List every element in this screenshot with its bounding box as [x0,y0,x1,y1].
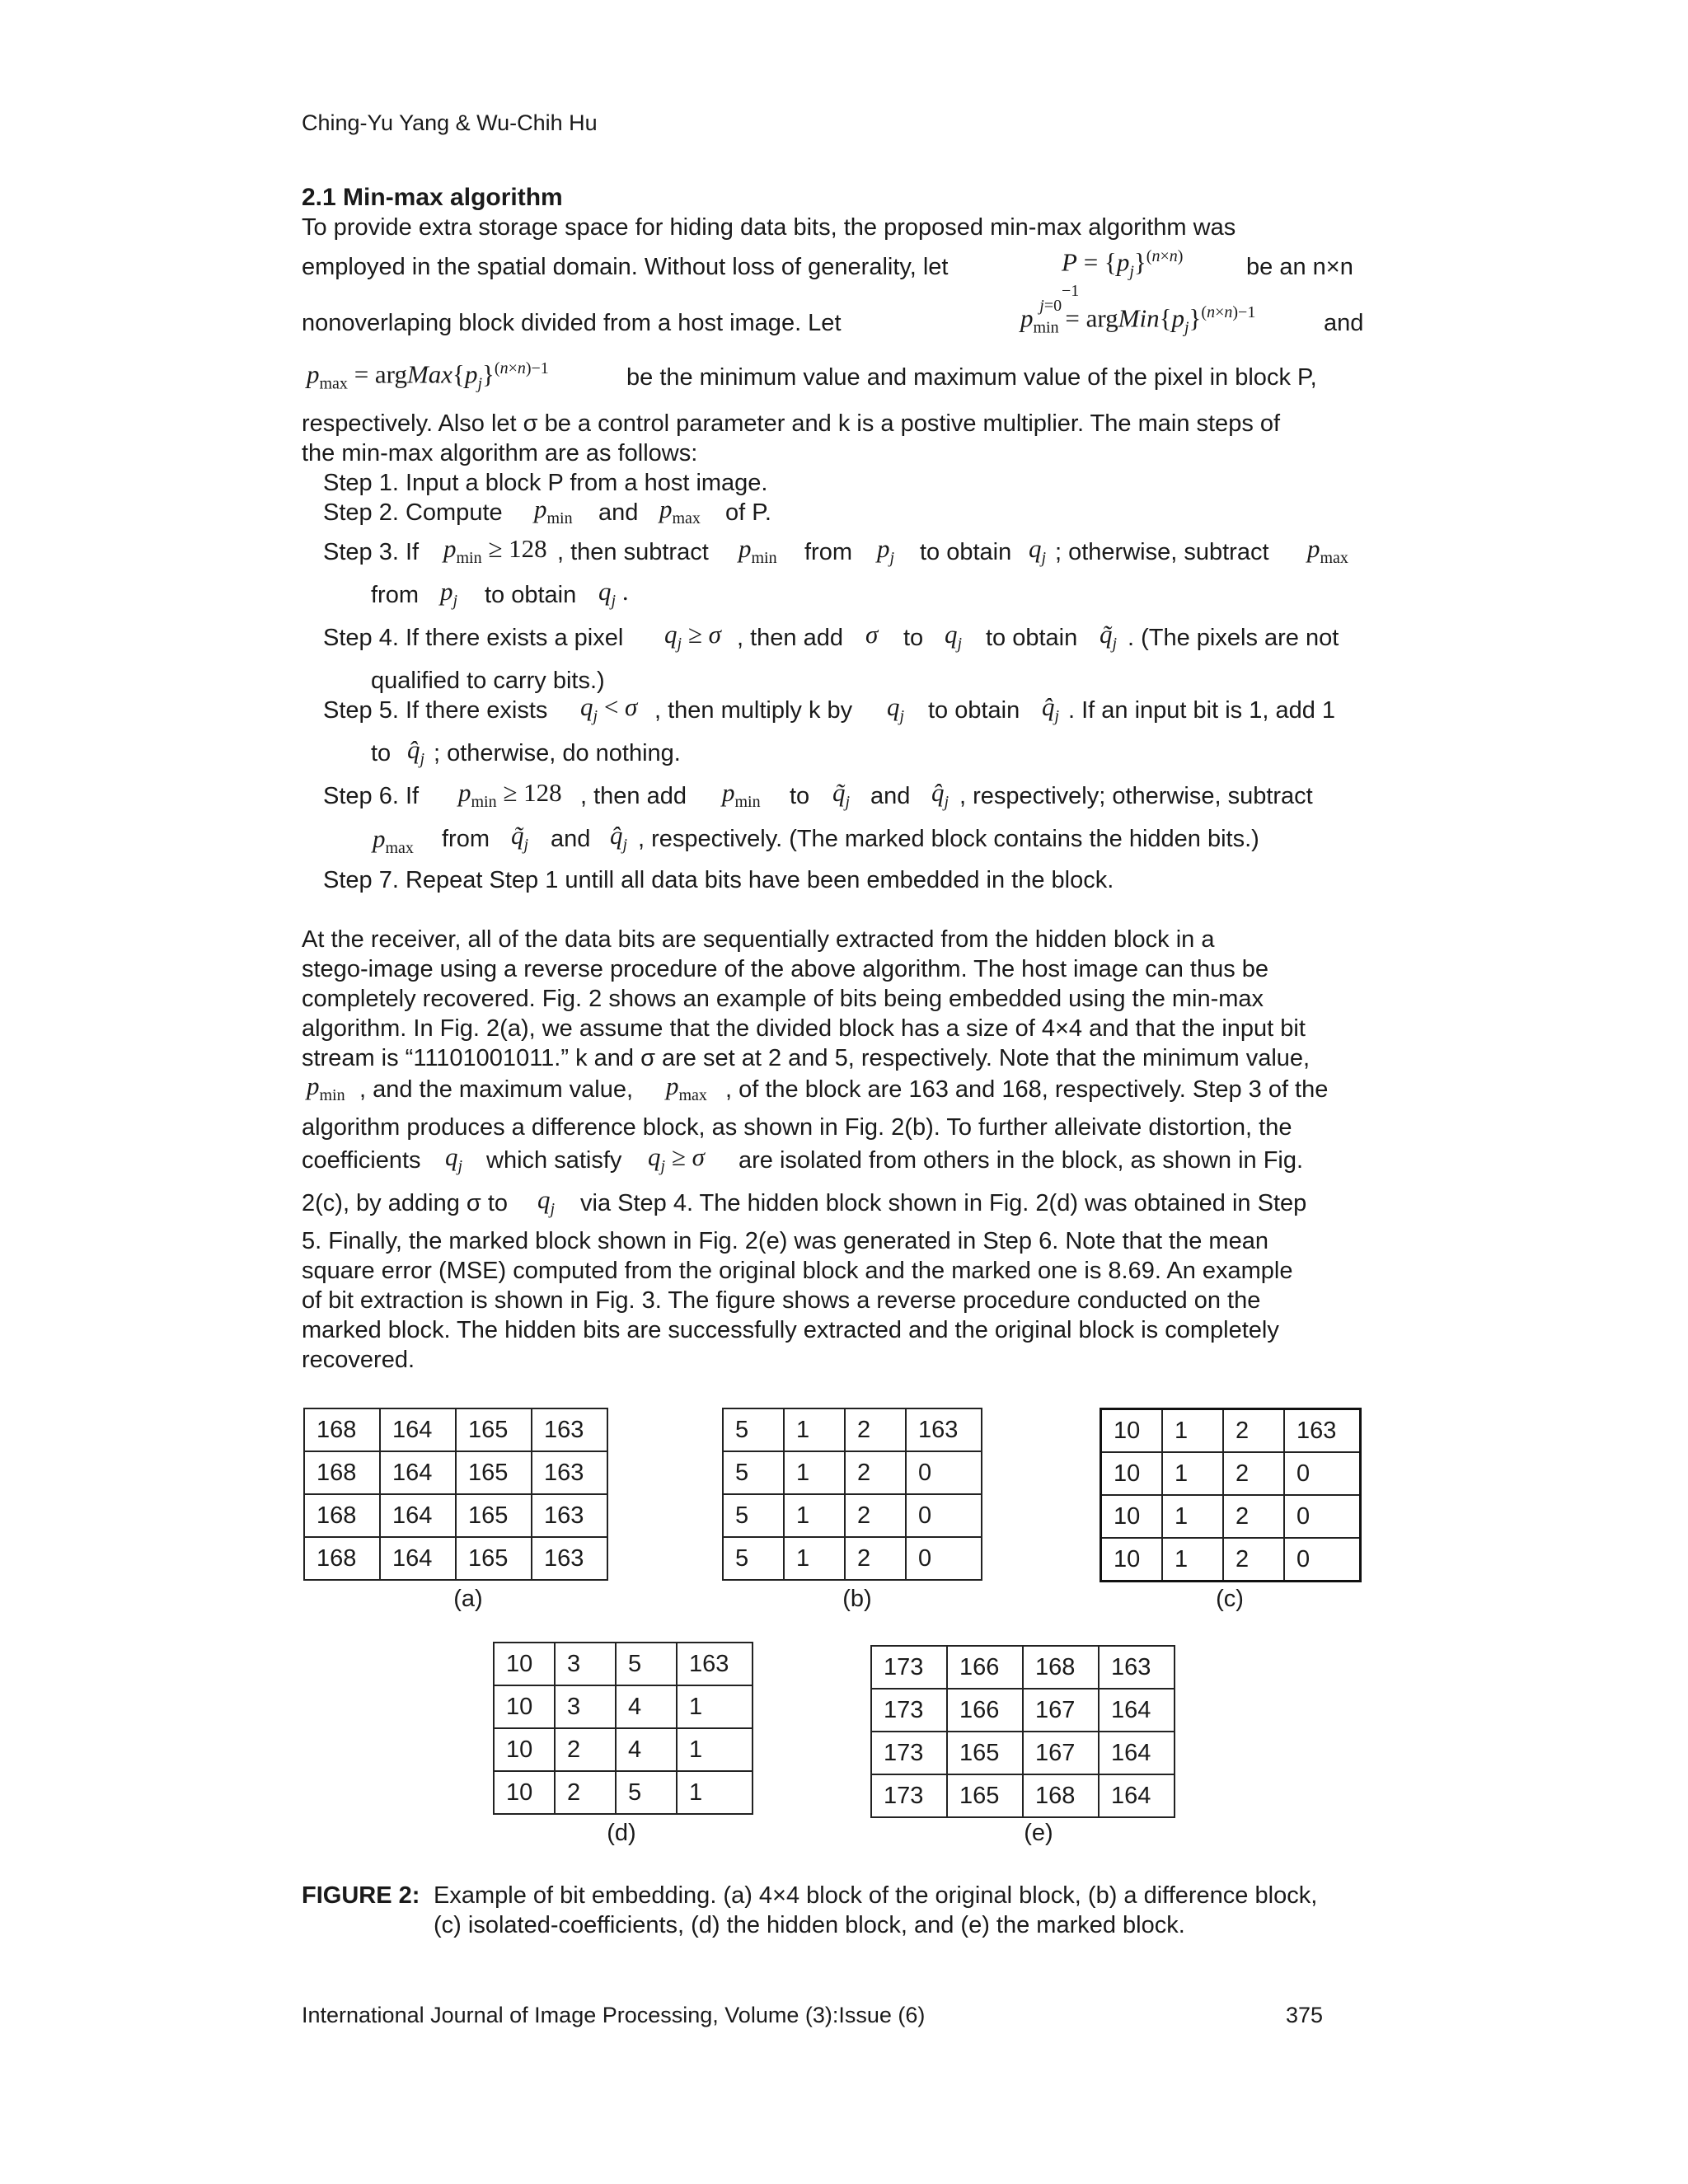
table-row [871,1732,1175,1774]
table-cell: 2 [555,1771,616,1814]
pmin-sym: $p_{min}$ [534,494,573,528]
figure-caption-line-2: (c) isolated-coefficients, (d) the hidden block, and (e) the marked block. [434,1912,1185,1938]
table-cell: 163 [532,1494,607,1537]
table-cell: 164 [380,1494,456,1537]
table-cell: 2 [1223,1538,1284,1582]
table-row [723,1408,982,1451]
para2-line-12: of bit extraction is shown in Fig. 3. The figure shows a reverse procedure conducted on the [302,1287,1261,1314]
pmin-ge-128: $p_{min} \ge 128$ [443,534,547,568]
table-cell: 3 [555,1643,616,1685]
table-cell: 5 [723,1408,784,1451]
qj-lt-sigma: $q_j < \sigma$ [580,692,638,726]
para2-line-8a: coefficients [302,1147,421,1174]
step-6b: , then add [580,783,687,809]
para2-line-8c: are isolated from others in the block, as shown in Fig. [738,1147,1304,1174]
pj-sym: $p_j$ [877,534,895,568]
step-7: Step 7. Repeat Step 1 untill all data bits have been embedded in the block. [323,867,1114,893]
para2-line-10: 5. Finally, the marked block shown in Fig. 2(e) was generated in Step 6. Note that the mean [302,1228,1268,1254]
table-row [723,1537,982,1580]
table-row [1101,1409,1361,1453]
table-cell: 165 [947,1732,1023,1774]
step-4c: to [903,625,924,651]
table-cell: 164 [1099,1732,1175,1774]
table-cell: 1 [784,1537,845,1580]
table-cell: 168 [304,1537,380,1580]
para2-line-3: completely recovered. Fig. 2 shows an example of bits being embedded using the min-max [302,986,1264,1012]
table-cell: 168 [304,1408,380,1451]
step-4f: qualified to carry bits.) [371,668,605,694]
step-5d: . If an input bit is 1, add 1 [1068,697,1336,724]
qj-sym: $q_j$ [1029,534,1047,568]
pmin-sym-3: $p_{min}$ [738,534,777,568]
table-row [494,1685,753,1728]
table-cell: 10 [1101,1409,1163,1453]
table-cell: 173 [871,1646,947,1689]
table-cell: 5 [723,1494,784,1537]
table-cell: 2 [845,1408,906,1451]
table-cell: 1 [1162,1538,1223,1582]
pmin-formula: $p_{min}$ = $argMin\{p_j\}^{(n\times n)-1}$ [1020,303,1256,337]
step-2b: and [598,499,639,526]
qj-ge-sigma-p2: $q_j \ge \sigma$ [648,1142,705,1176]
table-cell: 1 [677,1771,753,1814]
table-row [871,1774,1175,1817]
step-6a: Step 6. If [323,783,420,809]
table-cell: 1 [784,1494,845,1537]
step-5a: Step 5. If there exists [323,697,548,724]
table-cell: 5 [723,1451,784,1494]
table-cell: 165 [456,1537,532,1580]
step-5c: to obtain [928,697,1020,724]
para2-line-13: marked block. The hidden bits are successfully extracted and the original block is completely [302,1317,1279,1343]
table-row [494,1643,753,1685]
table-cell: 4 [616,1728,677,1771]
pmax-sym-6: $p_{max}$ [373,824,414,858]
para2-line-11: square error (MSE) computed from the original block and the marked one is 8.69. An example [302,1258,1293,1284]
table-row [494,1728,753,1771]
table-row [304,1451,607,1494]
table-cell: 0 [906,1537,982,1580]
intro-line-5: respectively. Also let σ be a control parameter and k is a postive multiplier. The main steps of [302,410,1281,437]
step-4b: , then add [737,625,843,651]
table-cell: 1 [1162,1452,1223,1495]
para2-line-7: algorithm produces a difference block, as shown in Fig. 2(b). To further alleivate distortion, the [302,1114,1292,1141]
intro-line-2a: employed in the spatial domain. Without loss of generality, let [302,254,949,280]
page-number: 375 [1286,2003,1324,2027]
step-6e: , respectively; otherwise, subtract [959,783,1313,809]
table-cell: 5 [723,1537,784,1580]
table-cell: 1 [677,1685,753,1728]
table-cell: 164 [380,1537,456,1580]
figure-caption-line-1: Example of bit embedding. (a) 4×4 block of the original block, (b) a difference block, [434,1882,1318,1909]
pmin-sym-p2: $p_{min}$ [307,1071,345,1105]
para2-line-2: stego-image using a reverse procedure of the above algorithm. The host image can thus be [302,956,1269,982]
step-6c: to [790,783,810,809]
pmin-sym-6: $p_{min}$ [722,778,761,812]
table-cell: 2 [1223,1452,1284,1495]
table-row [871,1689,1175,1732]
table-cell: 0 [906,1494,982,1537]
para2-line-6b: , of the block are 163 and 168, respectively. Step 3 of the [725,1076,1329,1103]
running-header: Ching-Yu Yang & Wu-Chih Hu [302,110,598,135]
intro-line-4b: be the minimum value and maximum value of the pixel in block P, [626,364,1317,391]
table-cell: 165 [947,1774,1023,1817]
para2-line-9b: via Step 4. The hidden block shown in Fig. 2(d) was obtained in Step [580,1190,1307,1216]
qj-ge-sigma: $q_j \ge \sigma$ [664,620,721,654]
table-cell: 10 [494,1728,555,1771]
table-cell: 10 [1101,1495,1163,1538]
table-cell: 163 [677,1643,753,1685]
qhat-sym-6b: $q̂_j$ [610,821,628,855]
block-d-label: (d) [607,1820,636,1846]
para2-line-9a: 2(c), by adding σ to [302,1190,509,1216]
intro-line-3b: and [1324,310,1364,336]
para2-line-5: stream is “11101001011.” k and σ are set at 2 and 5, respectively. Note that the minimum value, [302,1045,1311,1071]
qj-sym-4: $q_j$ [945,620,963,654]
table-row [871,1646,1175,1689]
table-row [494,1771,753,1814]
table-cell: 1 [784,1408,845,1451]
step-3f: from [371,582,419,608]
set-p-formula: $P = \{p_j\}^{(n\times n)-1}_{j=0}$ [1039,247,1184,316]
table-cell: 173 [871,1732,947,1774]
table-cell: 10 [1101,1538,1163,1582]
step-5f: ; otherwise, do nothing. [434,740,681,766]
block-e-label: (e) [1024,1820,1053,1846]
step-3c: from [804,539,852,565]
qtilde-sym-6: $q̃_j$ [832,778,851,812]
qj-sym-3: $q_j$ . [598,577,629,611]
step-6g: and [551,826,591,852]
section-title: 2.1 Min-max algorithm [302,184,563,211]
step-2c: of P. [725,499,771,526]
step-4a: Step 4. If there exists a pixel [323,625,624,651]
step-6d: and [870,783,911,809]
pmin-ge-128-6: $p_{min} \ge 128$ [458,778,562,812]
step-5b: , then multiply k by [654,697,853,724]
pmax-sym-3: $p_{max}$ [1307,534,1348,568]
step-3b: , then subtract [557,539,709,565]
table-cell: 163 [1099,1646,1175,1689]
intro-line-1: To provide extra storage space for hiding data bits, the proposed min-max algorithm was [302,214,1236,241]
block-c-label: (c) [1216,1586,1244,1612]
table-cell: 10 [1101,1452,1163,1495]
step-6f: from [442,826,490,852]
table-cell: 2 [845,1451,906,1494]
table-row [1101,1452,1361,1495]
table-cell: 4 [616,1685,677,1728]
table-cell: 165 [456,1494,532,1537]
table-cell: 0 [1284,1452,1361,1495]
table-cell: 166 [947,1646,1023,1689]
table-row [304,1537,607,1580]
intro-line-3a: nonoverlaping block divided from a host image. Let [302,310,842,336]
table-cell: 173 [871,1689,947,1732]
table-cell: 163 [532,1451,607,1494]
step-6h: , respectively. (The marked block contains the hidden bits.) [638,826,1259,852]
table-row [723,1494,982,1537]
pmax-formula: $p_{max}$ = $argMax\{p_j\}^{(n\times n)-1}$ [307,359,549,393]
qj-sym-p2b: $q_j$ [537,1185,556,1219]
step-1: Step 1. Input a block P from a host image. [323,470,768,496]
table-cell: 1 [1162,1495,1223,1538]
intro-line-6: the min-max algorithm are as follows: [302,440,698,466]
table-cell: 2 [1223,1495,1284,1538]
table-row [304,1494,607,1537]
step-3e: ; otherwise, subtract [1055,539,1269,565]
table-cell: 168 [1023,1774,1099,1817]
step-4e: . (The pixels are not [1128,625,1339,651]
step-3d: to obtain [920,539,1012,565]
table-cell: 164 [1099,1689,1175,1732]
table-row [723,1451,982,1494]
para2-line-1: At the receiver, all of the data bits are sequentially extracted from the hidden block in a [302,926,1215,953]
table-cell: 168 [1023,1646,1099,1689]
block-d-table [493,1642,753,1815]
step-2a: Step 2. Compute [323,499,503,526]
para2-line-4: algorithm. In Fig. 2(a), we assume that the divided block has a size of 4×4 and that the input bit [302,1015,1306,1042]
table-cell: 163 [532,1408,607,1451]
sigma-sym: σ [865,620,879,649]
table-cell: 167 [1023,1732,1099,1774]
table-cell: 2 [1223,1409,1284,1453]
table-cell: 165 [456,1451,532,1494]
para2-line-14: recovered. [302,1347,415,1373]
table-cell: 0 [1284,1538,1361,1582]
table-cell: 10 [494,1643,555,1685]
qhat-sym: $q̂_j$ [1042,692,1060,726]
table-cell: 1 [784,1451,845,1494]
step-3a: Step 3. If [323,539,420,565]
figure-caption-label: FIGURE 2: [302,1882,420,1909]
journal-footer: International Journal of Image Processing, Volume (3):Issue (6) [302,2003,926,2027]
table-cell: 10 [494,1771,555,1814]
table-cell: 2 [845,1537,906,1580]
qtilde-sym: $q̃_j$ [1100,620,1118,654]
pmax-sym-p2: $p_{max}$ [666,1071,707,1105]
block-b-table [722,1408,982,1581]
block-c-table [1100,1408,1362,1582]
qj-sym-5: $q_j$ [887,692,905,726]
table-cell: 1 [1162,1409,1223,1453]
qhat-sym-6: $q̂_j$ [931,778,950,812]
table-cell: 163 [906,1408,982,1451]
intro-line-2b: be an n×n [1246,254,1353,280]
block-e-table [870,1645,1175,1818]
table-cell: 0 [906,1451,982,1494]
table-row [1101,1495,1361,1538]
table-cell: 10 [494,1685,555,1728]
table-cell: 168 [304,1494,380,1537]
table-cell: 165 [456,1408,532,1451]
table-cell: 3 [555,1685,616,1728]
table-cell: 5 [616,1771,677,1814]
pj-sym-3: $p_j$ [440,577,458,611]
step-5e: to [371,740,392,766]
table-cell: 2 [845,1494,906,1537]
table-cell: 173 [871,1774,947,1817]
qhat-sym-5: $q̂_j$ [407,735,425,769]
table-cell: 164 [380,1408,456,1451]
table-cell: 5 [616,1643,677,1685]
table-row [1101,1538,1361,1582]
block-a-label: (a) [453,1586,483,1612]
block-a-table [303,1408,608,1581]
table-cell: 168 [304,1451,380,1494]
table-cell: 163 [1284,1409,1361,1453]
step-4d: to obtain [986,625,1078,651]
table-cell: 166 [947,1689,1023,1732]
table-cell: 164 [1099,1774,1175,1817]
para2-line-8b: which satisfy [486,1147,622,1174]
step-3g: to obtain [485,582,577,608]
para2-line-6a: , and the maximum value, [359,1076,634,1103]
table-row [304,1408,607,1451]
pmax-sym: $p_{max}$ [659,494,701,528]
table-cell: 0 [1284,1495,1361,1538]
table-cell: 167 [1023,1689,1099,1732]
qtilde-sym-6b: $q̃_j$ [511,821,529,855]
qj-sym-p2: $q_j$ [445,1142,463,1176]
table-cell: 1 [677,1728,753,1771]
block-b-label: (b) [842,1586,872,1612]
table-cell: 163 [532,1537,607,1580]
table-cell: 164 [380,1451,456,1494]
table-cell: 2 [555,1728,616,1771]
